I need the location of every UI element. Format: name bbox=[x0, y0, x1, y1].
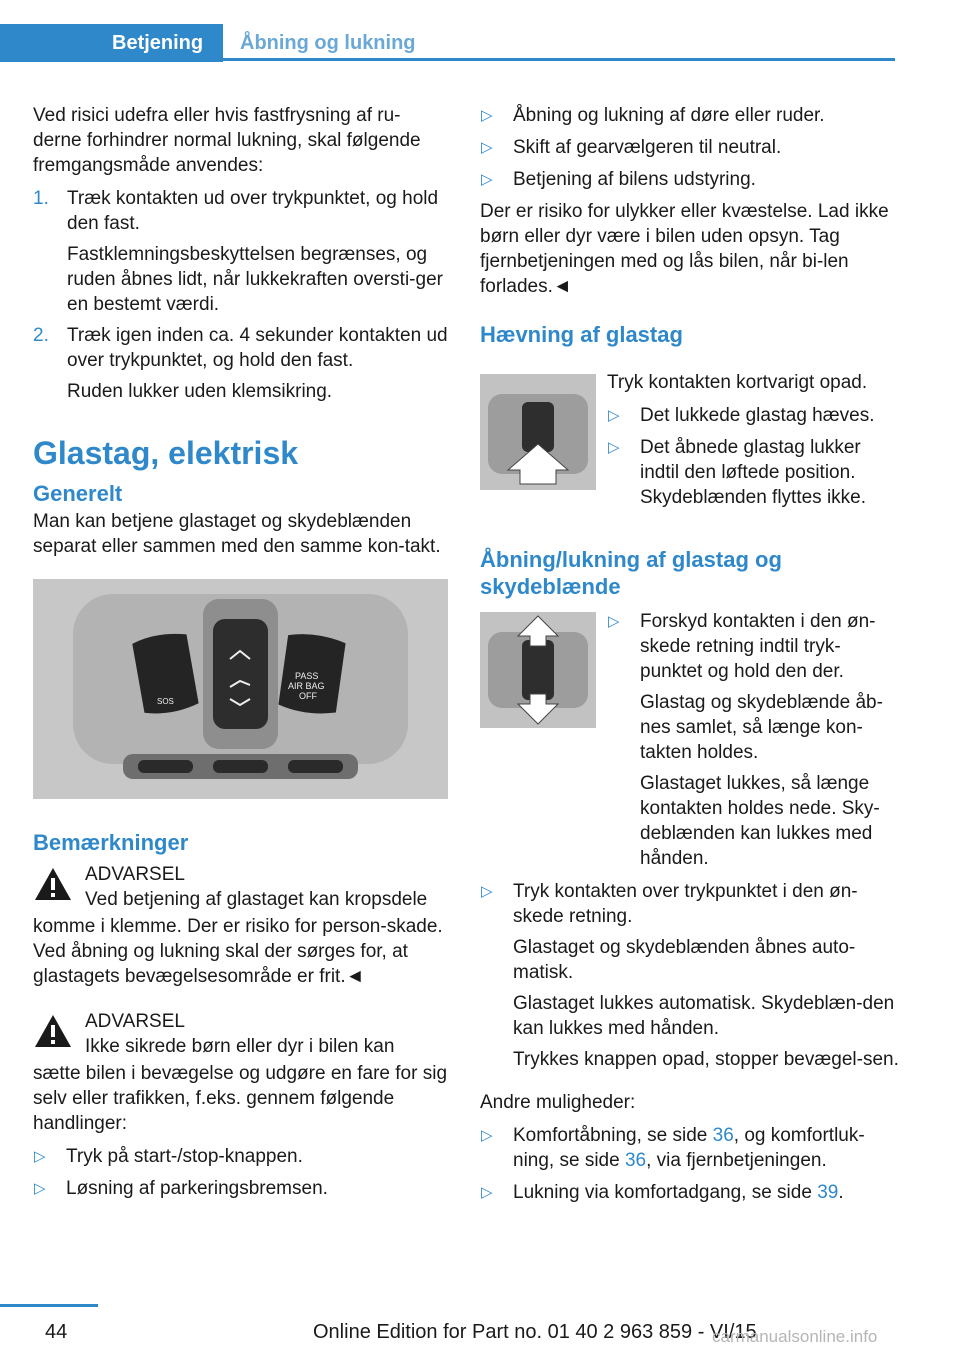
list-item bbox=[607, 609, 902, 871]
raise-heading: Hævning af glastag bbox=[480, 322, 683, 347]
watermark: carmanualsonline.info bbox=[712, 1327, 878, 1346]
list-item bbox=[607, 435, 902, 510]
bullet-triangle-icon: ▷ bbox=[481, 107, 493, 124]
list-item-text: Tryk kontakten over trykpunktet i den øn-skede retning. bbox=[513, 881, 858, 927]
list-item-subtext: Trykkes knappen opad, stopper bevægel-sen. bbox=[513, 1049, 899, 1070]
list-item-text: Åbning og lukning af døre eller ruder. bbox=[513, 105, 825, 126]
list-item-text: Betjening af bilens udstyring. bbox=[513, 169, 756, 190]
bullet-triangle-icon: ▷ bbox=[608, 613, 620, 630]
left-column bbox=[33, 103, 448, 1208]
bullet-triangle-icon: ▷ bbox=[481, 139, 493, 156]
warning-block bbox=[33, 862, 448, 989]
bullet-triangle-icon: ▷ bbox=[481, 1127, 493, 1144]
bullet-triangle-icon: ▷ bbox=[608, 439, 620, 456]
chapter-title: Glastag, elektrisk bbox=[33, 435, 299, 471]
list-item bbox=[607, 403, 902, 428]
warning-label: ADVARSEL bbox=[85, 864, 185, 885]
list-item bbox=[480, 103, 900, 128]
step-item bbox=[33, 323, 448, 404]
list-item-text: Tryk på start-/stop-knappen. bbox=[66, 1146, 303, 1167]
step-item bbox=[33, 186, 448, 317]
step-text: Træk kontakten ud over trykpunktet, og hold den fast. bbox=[67, 188, 439, 234]
step-text: Træk igen inden ca. 4 sekunder kontakten ud over trykpunktet, og hold den fast. bbox=[67, 325, 448, 371]
section-tab[interactable] bbox=[0, 24, 223, 62]
intro-text: Ved risici udefra eller hvis fastfrysning af ru-derne forhindrer normal lukning, skal følgende fremgangsmåde anvendes: bbox=[33, 105, 421, 176]
open-close-heading: Åbning/lukning af glastag og skydeblænde bbox=[480, 547, 782, 599]
list-item bbox=[480, 879, 900, 1072]
list-item bbox=[33, 1176, 448, 1201]
list-item-text: Forskyd kontakten i den øn-skede retning indtil tryk-punktet og hold den der. bbox=[640, 611, 876, 682]
list-item bbox=[480, 167, 900, 192]
section-tab-label: Betjening bbox=[112, 32, 204, 54]
list-item-subtext: Glastaget og skydeblænden åbnes auto-matisk. bbox=[513, 937, 856, 983]
raise-switch-thumbnail bbox=[480, 374, 596, 490]
page-link[interactable]: 39 bbox=[817, 1182, 839, 1203]
list-item-text: Det åbnede glastag lukker indtil den løftede position. Skydeblænden flyttes ikke. bbox=[640, 437, 867, 508]
warning-label: ADVARSEL bbox=[85, 1011, 185, 1032]
bullet-triangle-icon: ▷ bbox=[34, 1148, 46, 1165]
slide-switch-illustration bbox=[480, 612, 596, 728]
bullet-triangle-icon: ▷ bbox=[608, 407, 620, 424]
bullet-triangle-icon: ▷ bbox=[481, 171, 493, 188]
list-item-text: Komfortåbning, se side bbox=[513, 1125, 713, 1146]
warning-triangle-icon bbox=[33, 1013, 73, 1049]
step-number: 2. bbox=[33, 325, 49, 346]
pass-label: PASS bbox=[295, 671, 319, 681]
step-subtext: Ruden lukker uden klemsikring. bbox=[67, 381, 333, 402]
warning-text: komme i klemme. Der er risiko for person-skade. Ved åbning og lukning skal der sørges for, at glastagets bevægelsesområde er frit.◄ bbox=[33, 916, 443, 987]
bullet-triangle-icon: ▷ bbox=[481, 883, 493, 900]
header-rule bbox=[223, 58, 895, 61]
warning-triangle-icon bbox=[33, 866, 73, 902]
general-heading: Generelt bbox=[33, 481, 123, 506]
sos-label: SOS bbox=[157, 697, 174, 706]
off-label: OFF bbox=[299, 691, 317, 701]
roof-switch-illustration bbox=[33, 579, 448, 799]
step-subtext: Fastklemningsbeskyttelsen begrænses, og ruden åbnes lidt, når lukkekraften oversti-ger en bestemt værdi. bbox=[67, 244, 443, 315]
list-item-text: , via fjernbetjeningen. bbox=[646, 1150, 827, 1171]
slide-section bbox=[607, 609, 902, 878]
list-item-subtext: Glastaget lukkes, så længe kontakten holdes nede. Sky-deblænden kan lukkes med hånden. bbox=[640, 773, 880, 869]
footer-rule bbox=[0, 1304, 98, 1307]
other-options-heading: Andre muligheder: bbox=[480, 1092, 636, 1113]
risk-text: Der er risiko for ulykker eller kvæstelse. Lad ikke børn eller dyr være i bilen uden opsyn. Tag fjernbetjeningen med og lås bilen, når bi-len forlades.◄ bbox=[480, 201, 889, 297]
raise-intro: Tryk kontakten kortvarigt opad. bbox=[607, 372, 868, 393]
bullet-triangle-icon: ▷ bbox=[481, 1184, 493, 1201]
list-item bbox=[480, 135, 900, 160]
list-item-text: Det lukkede glastag hæves. bbox=[640, 405, 875, 426]
list-item bbox=[480, 1180, 900, 1205]
list-item-text: . bbox=[838, 1182, 844, 1203]
roof-switch-photo bbox=[33, 579, 448, 799]
warning-block bbox=[33, 1009, 448, 1136]
bullet-triangle-icon: ▷ bbox=[34, 1180, 46, 1197]
warning-text-lead: Ikke sikrede børn eller dyr i bilen kan bbox=[85, 1036, 395, 1057]
list-item-text: , og komfortluk-ning, se side bbox=[513, 1125, 865, 1171]
list-item-text: Løsning af parkeringsbremsen. bbox=[66, 1178, 328, 1199]
notes-heading: Bemærkninger bbox=[33, 830, 189, 855]
general-text: Man kan betjene glastaget og skydeblænden separat eller sammen med den samme kon-takt. bbox=[33, 511, 441, 557]
warning-text: sætte bilen i bevægelse og udgøre en fare for sig selv eller trafikken, f.eks. gennem følgende handlinger: bbox=[33, 1063, 448, 1134]
warning-text-lead: Ved betjening af glastaget kan kropsdele bbox=[85, 889, 428, 910]
raise-switch-illustration bbox=[480, 374, 596, 490]
raise-section bbox=[607, 370, 902, 517]
list-item bbox=[33, 1144, 448, 1169]
press-section bbox=[480, 879, 900, 1212]
edition-text: Online Edition for Part no. 01 40 2 963 859 - VI/15 bbox=[313, 1321, 757, 1343]
list-item-text: Skift af gearvælgeren til neutral. bbox=[513, 137, 782, 158]
page-link[interactable]: 36 bbox=[624, 1150, 647, 1171]
list-item-subtext: Glastaget lukkes automatisk. Skydeblæn-den kan lukkes med hånden. bbox=[513, 993, 895, 1039]
list-item-text: Lukning via komfortadgang, se side bbox=[513, 1182, 818, 1203]
right-column bbox=[480, 103, 900, 354]
page-link[interactable]: 36 bbox=[712, 1125, 734, 1146]
page-number: 44 bbox=[45, 1321, 68, 1343]
slide-switch-thumbnail bbox=[480, 612, 596, 728]
list-item bbox=[480, 1123, 900, 1173]
airbag-label: AIR BAG bbox=[288, 681, 325, 691]
list-item-subtext: Glastag og skydeblænde åb-nes samlet, så længe kon-takten holdes. bbox=[640, 692, 883, 763]
breadcrumb[interactable]: Åbning og lukning bbox=[240, 32, 416, 54]
step-number: 1. bbox=[33, 188, 49, 209]
